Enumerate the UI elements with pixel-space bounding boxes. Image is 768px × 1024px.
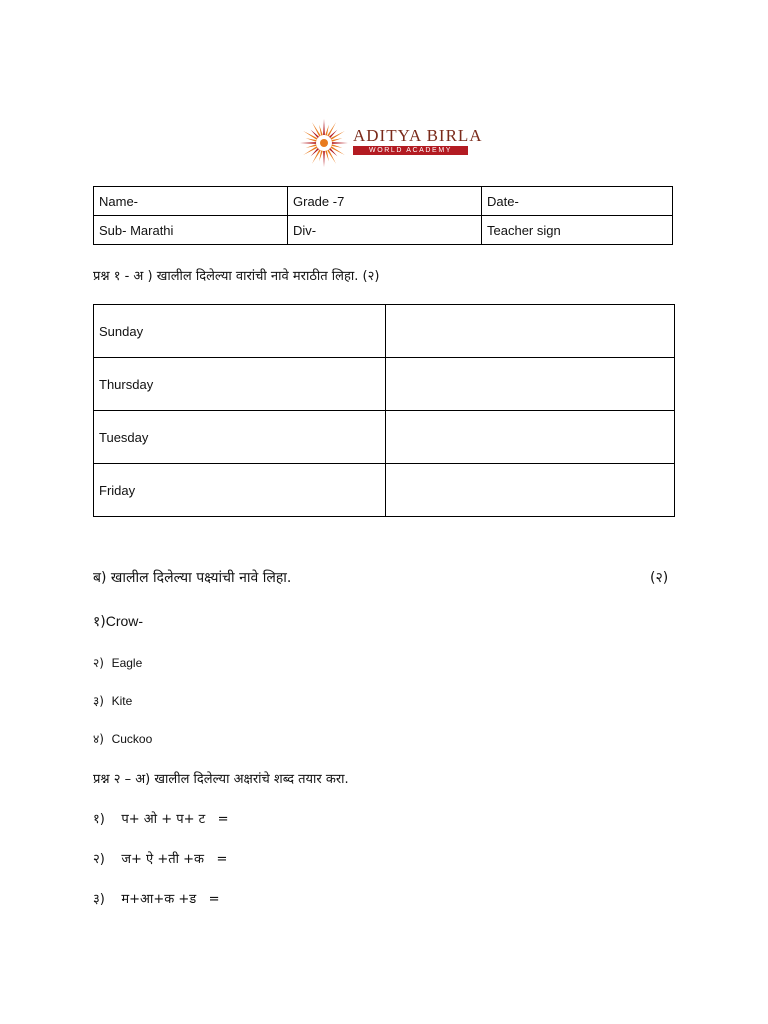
list-item (93, 809, 229, 827)
q1a-title: प्रश्न १ - अ ) खालील दिलेल्या वारांची नावे मराठीत लिहा. (२) (93, 269, 380, 284)
sun-ray (312, 122, 321, 136)
table-row (94, 411, 675, 464)
days-table (93, 304, 675, 517)
sun-ray (327, 122, 336, 136)
sun-ray (300, 142, 316, 144)
bird-name: Kite (111, 694, 133, 708)
sun-ray (311, 148, 319, 156)
date-cell: Date- (482, 187, 673, 216)
sun-ray (330, 146, 344, 155)
sun-ray (325, 150, 329, 161)
info-row (94, 187, 673, 216)
item-number: ४) (93, 732, 104, 746)
answer-cell (386, 305, 675, 358)
sun-ray (331, 138, 342, 142)
item-number: २) (93, 852, 105, 867)
student-info-table (93, 186, 673, 245)
item-number: ३) (93, 694, 104, 708)
q2a-title: प्रश्न २ – अ) खालील दिलेल्या अक्षरांचे शब्द तयार करा. (93, 772, 349, 787)
day-cell: Thursday (94, 358, 386, 411)
day-cell: Sunday (94, 305, 386, 358)
sun-ray (323, 119, 325, 135)
sun-ray (325, 125, 329, 136)
sun-ray (319, 125, 323, 136)
sun-ray (329, 130, 337, 138)
table-row (94, 305, 675, 358)
teacher-sign-cell: Teacher sign (482, 216, 673, 245)
sunburst-logo-icon (298, 118, 350, 168)
item-number: २) (93, 656, 104, 670)
letter-combination: प+ ओ + प+ ट = (121, 812, 229, 827)
info-row (94, 216, 673, 245)
sun-ray (311, 130, 319, 138)
list-item (93, 692, 132, 709)
logo-name: ADITYA BIRLA (353, 126, 483, 145)
sun-ray (303, 131, 317, 140)
name-cell: Name- (94, 187, 288, 216)
list-item (93, 654, 142, 671)
sun-ray (323, 151, 325, 167)
answer-cell (386, 464, 675, 517)
answer-cell (386, 411, 675, 464)
bird-name: Eagle (111, 656, 143, 670)
sun-ray (319, 150, 323, 161)
item-number: १) (93, 614, 106, 630)
q1b-marks: (२) (650, 570, 669, 586)
sun-ray (332, 142, 348, 144)
q1b-title: ब) खालील दिलेल्या पक्ष्यांची नावे लिहा. (93, 570, 292, 586)
letter-combination: म+आ+क +ड = (121, 892, 220, 907)
sun-ray (306, 138, 317, 142)
item-number: ३) (93, 892, 105, 907)
sun-ray (329, 148, 337, 156)
table-row (94, 358, 675, 411)
logo-tagline: WORLD ACADEMY (353, 146, 468, 155)
day-cell: Friday (94, 464, 386, 517)
list-item (93, 849, 227, 867)
div-cell: Div- (288, 216, 482, 245)
list-item (93, 612, 143, 631)
school-logo (298, 118, 483, 168)
bird-name: Cuckoo (111, 732, 153, 746)
letter-combination: ज+ ऐ +ती +क = (121, 852, 228, 867)
sun-ray (303, 146, 317, 155)
list-item (93, 889, 219, 907)
subject-cell: Sub- Marathi (94, 216, 288, 245)
sun-ray (331, 144, 342, 148)
sun-ray (312, 149, 321, 163)
grade-cell: Grade -7 (288, 187, 482, 216)
answer-cell (386, 358, 675, 411)
bird-name: Crow- (105, 613, 144, 629)
sun-ray (330, 131, 344, 140)
sun-ray (306, 144, 317, 148)
sun-ray (327, 149, 336, 163)
day-cell: Tuesday (94, 411, 386, 464)
table-row (94, 464, 675, 517)
list-item (93, 730, 152, 747)
item-number: १) (93, 812, 105, 827)
